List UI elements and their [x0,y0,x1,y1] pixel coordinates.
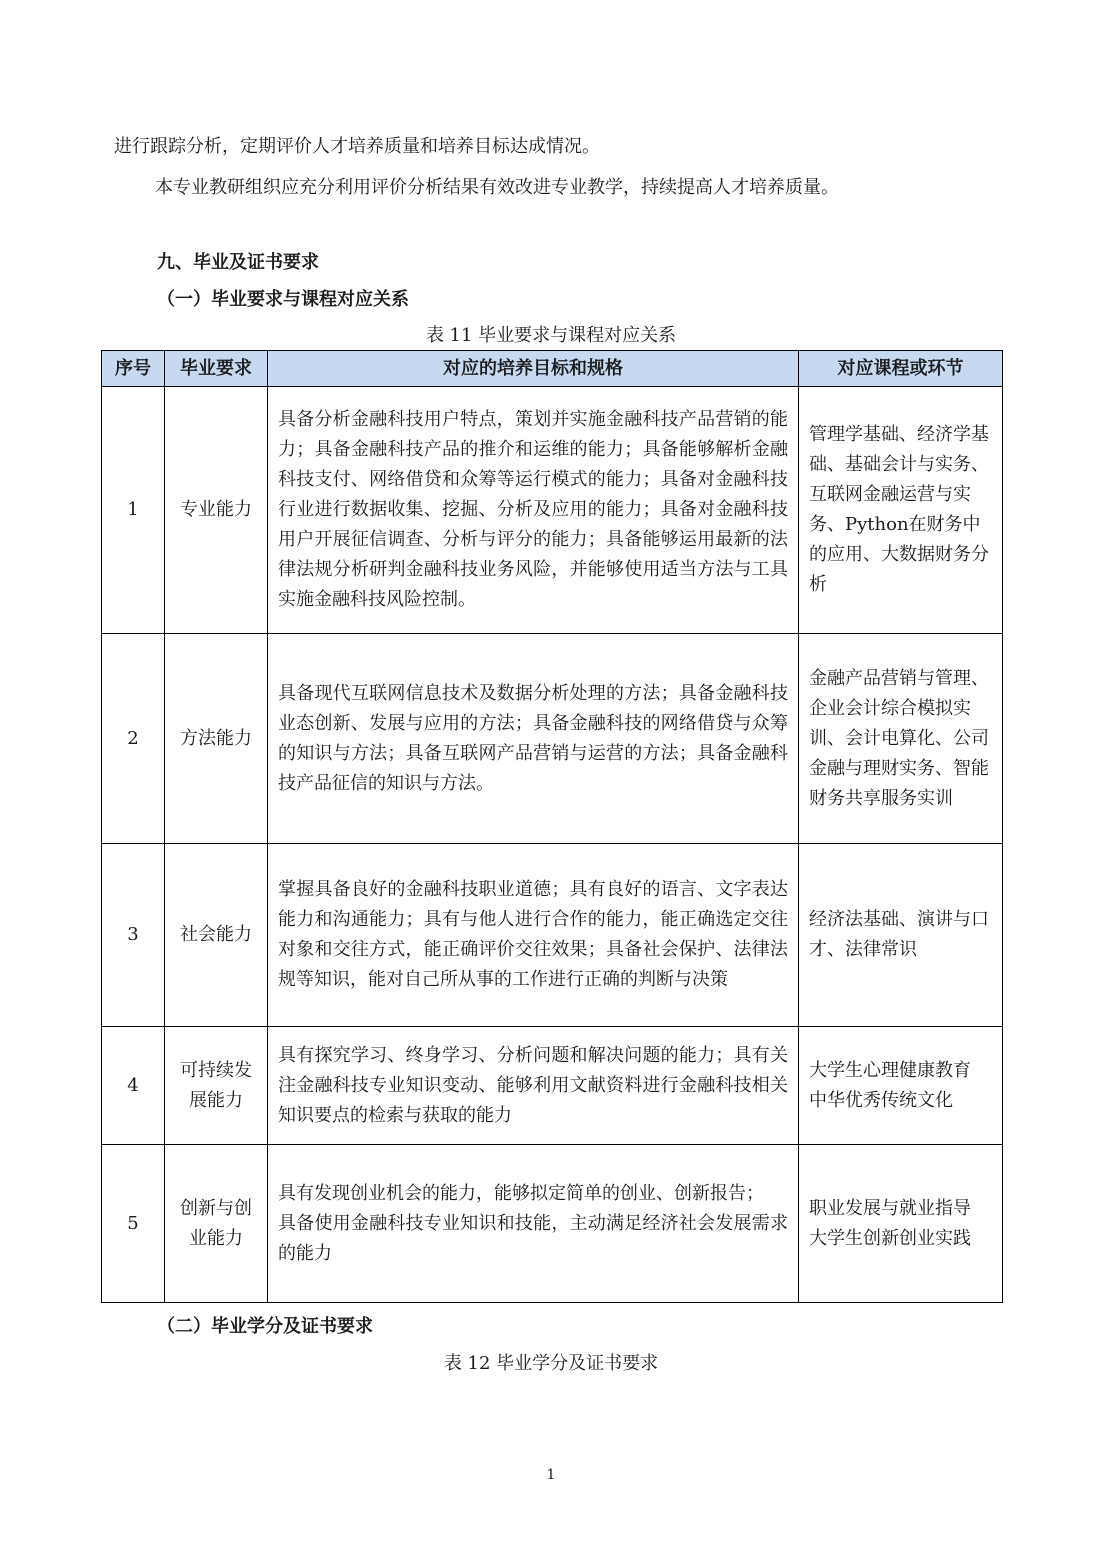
page-number: 1 [546,1467,556,1483]
subsection-title-1: （一）毕业要求与课程对应关系 [157,289,409,310]
row-number: 3 [102,844,165,1027]
table-row [102,844,1003,1027]
row-courses: 金融产品营销与管理、企业会计综合模拟实训、会计电算化、公司金融与理财实务、智能财务共享服务实训 [799,634,1003,844]
row-number: 4 [102,1027,165,1145]
row-objectives: 具备现代互联网信息技术及数据分析处理的方法；具备金融科技业态创新、发展与应用的方法；具备金融科技的网络借贷与众筹的知识与方法；具备互联网产品营销与运营的方法；具备金融科技产品征信的知识与方法。 [268,634,799,844]
table-row [102,634,1003,844]
graduation-requirements-table [101,350,1003,1303]
row-courses: 大学生心理健康教育 中华优秀传统文化 [799,1027,1003,1145]
row-number: 1 [102,387,165,634]
table-row [102,1145,1003,1303]
row-requirement: 创新与创业能力 [165,1145,268,1303]
row-objectives: 具有发现创业机会的能力，能够拟定简单的创业、创新报告； 具备使用金融科技专业知识和技能，主动满足经济社会发展需求的能力 [268,1145,799,1303]
header-courses: 对应课程或环节 [799,351,1003,387]
row-requirement: 专业能力 [165,387,268,634]
header-no: 序号 [102,351,165,387]
table-11-caption: 表 11 毕业要求与课程对应关系 [425,325,677,346]
row-courses: 管理学基础、经济学基础、基础会计与实务、互联网金融运营与实务、Python在财务中的应用、大数据财务分析 [799,387,1003,634]
header-requirement: 毕业要求 [165,351,268,387]
table-row [102,1027,1003,1145]
row-courses: 职业发展与就业指导 大学生创新创业实践 [799,1145,1003,1303]
table-row [102,387,1003,634]
row-objectives: 具备分析金融科技用户特点，策划并实施金融科技产品营销的能力；具备金融科技产品的推介和运维的能力；具备能够解析金融科技支付、网络借贷和众筹等运行模式的能力；具备对金融科技行业进行数据收集、挖掘、分析及应用的能力；具备对金融科技用户开展征信调查、分析与评分的能力；具备能够运用最新的法律法规分析研判金融科技业务风险，并能够使用适当方法与工具实施金融科技风险控制。 [268,387,799,634]
subsection-title-2: （二）毕业学分及证书要求 [157,1316,373,1337]
table-12-caption: 表 12 毕业学分及证书要求 [443,1353,659,1374]
row-requirement: 方法能力 [165,634,268,844]
table-header-row [102,351,1003,387]
row-objectives: 具有探究学习、终身学习、分析问题和解决问题的能力；具有关注金融科技专业知识变动、能够利用文献资料进行金融科技相关知识要点的检索与获取的能力 [268,1027,799,1145]
header-objectives: 对应的培养目标和规格 [268,351,799,387]
section-title: 九、毕业及证书要求 [157,252,319,273]
row-number: 5 [102,1145,165,1303]
row-courses: 经济法基础、演讲与口才、法律常识 [799,844,1003,1027]
row-number: 2 [102,634,165,844]
row-objectives: 掌握具备良好的金融科技职业道德；具有良好的语言、文字表达能力和沟通能力；具有与他人进行合作的能力，能正确选定交往对象和交往方式，能正确评价交往效果；具备社会保护、法律法规等知识，能对自己所从事的工作进行正确的判断与决策 [268,844,799,1027]
intro-line-1: 进行跟踪分析，定期评价人才培养质量和培养目标达成情况。 [114,136,600,157]
intro-line-2: 本专业教研组织应充分利用评价分析结果有效改进专业教学，持续提高人才培养质量。 [155,177,839,198]
row-requirement: 社会能力 [165,844,268,1027]
row-requirement: 可持续发展能力 [165,1027,268,1145]
